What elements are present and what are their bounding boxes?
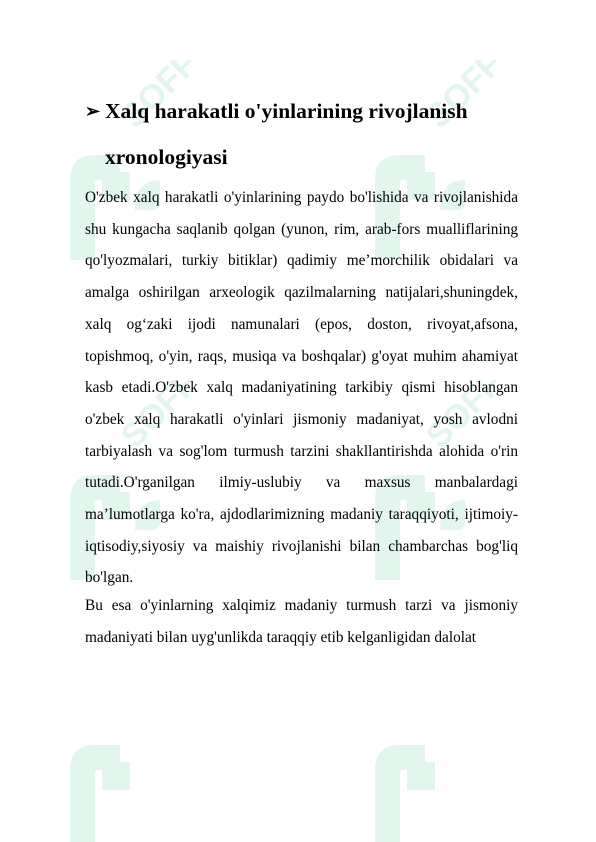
section-heading-text: Xalq harakatli o'yinlarining rivojlanish xronologiyasi [105, 99, 468, 169]
section-heading [85, 88, 518, 180]
svg-text:SOFF: SOFF [113, 60, 200, 136]
paragraph: O'zbek xalq harakatli o'yinlarining paydo bo'lishida va rivojlanishida shu kungacha saqlanib qolgan (yunon, rim, arab-fors mualliflarining qo'lyozmalari, turkiy bitiklar) qadimiy me’morchilik obidalari va amalga oshirilgan arxeologik qazilmalarning natijalari,shuningdek, xalq og‘zaki ijodi namunalari (epos, doston, rivoyat,afsona, topishmoq, o'yin, raqs, musiqa va boshqalar) g'oyat muhim ahamiyat kasb etadi.O'zbek xalq madaniyatining tarkibiy qismi hisoblangan o'zbek xalq harakatli o'yinlari jismoniy madaniyat, yosh avlodni tarbiyalash va sog'lom turmush tarzini shakllantirishda alohida o'rin tutadi.O'rganilgan ilmiy-uslubiy va maxsus manbalardagi ma’lumotlarga ko'ra, ajdodlarimizning madaniy taraqqiyoti, ijtimoiy-iqtisodiy,siyosiy va maishiy rivojlanishi bilan chambarchas bog'liq bo'lgan. [85, 189, 518, 587]
watermark-logo [40, 650, 200, 842]
svg-text:SOFF: SOFF [113, 380, 200, 456]
watermark-logo [345, 650, 505, 842]
svg-text:SOFF: SOFF [418, 60, 505, 136]
arrow-bullet-icon: ➢ [85, 101, 101, 121]
svg-text:SOFF: SOFF [418, 380, 505, 456]
document-body [85, 88, 518, 654]
paragraph: Bu esa o'yinlarning xalqimiz madaniy turmush tarzi va jismoniy madaniyati bilan uyg'unlikda taraqqiy etib kelganligidan dalolat [85, 597, 518, 646]
